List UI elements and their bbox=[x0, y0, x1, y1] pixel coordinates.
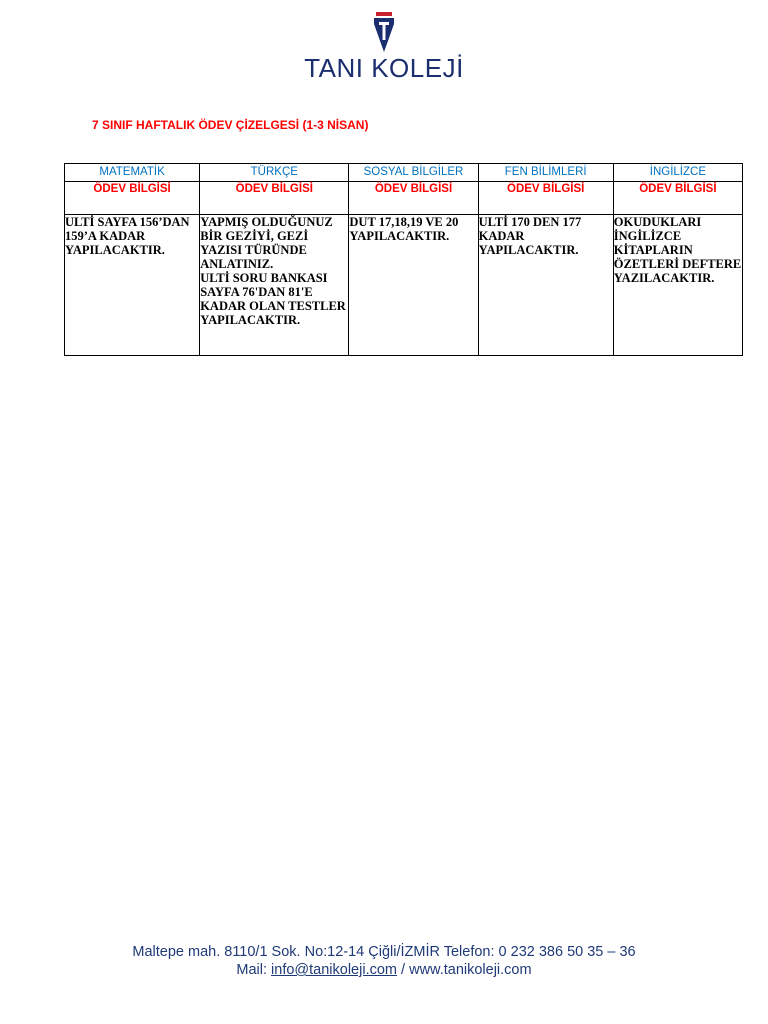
subject-header: SOSYAL BİLGİLER bbox=[349, 164, 478, 182]
logo-text: TANI KOLEJİ bbox=[304, 53, 464, 83]
mail-label: Mail: bbox=[236, 962, 272, 978]
document-title: 7 SINIF HAFTALIK ÖDEV ÇİZELGESİ (1-3 NİSAN) bbox=[92, 118, 369, 132]
homework-info-label: ÖDEV BİLGİSİ bbox=[200, 182, 349, 215]
email-link[interactable]: info@tanikoleji.com bbox=[271, 962, 397, 978]
task-cell-fen-bilimleri bbox=[478, 215, 613, 356]
footer-contact bbox=[0, 961, 768, 979]
task-text: DUT 17,18,19 VE 20 YAPILACAKTIR. bbox=[349, 215, 459, 243]
subject-header: FEN BİLİMLERİ bbox=[478, 164, 613, 182]
task-cell-turkce bbox=[200, 215, 349, 356]
homework-info-label: ÖDEV BİLGİSİ bbox=[349, 182, 478, 215]
homework-info-row bbox=[65, 182, 743, 215]
homework-info-label: ÖDEV BİLGİSİ bbox=[613, 182, 742, 215]
subject-header: MATEMATİK bbox=[65, 164, 200, 182]
subject-header-row bbox=[65, 164, 743, 182]
task-text: ULTİ 170 DEN 177 KADAR YAPILACAKTIR. bbox=[478, 215, 582, 257]
task-text: YAPMIŞ OLDUĞUNUZ BİR GEZİYİ, GEZİ YAZISI TÜRÜNDE ANLATINIZ. bbox=[200, 215, 333, 271]
subject-header: İNGİLİZCE bbox=[613, 164, 742, 182]
task-cell-sosyal-bilgiler bbox=[349, 215, 478, 356]
footer-address: Maltepe mah. 8110/1 Sok. No:12-14 Çiğli/İZMİR Telefon: 0 232 386 50 35 – 36 bbox=[132, 944, 636, 960]
school-logo bbox=[0, 12, 768, 82]
task-text: OKUDUKLARI İNGİLİZCE KİTAPLARIN ÖZETLERİ DEFTERE YAZILACAKTIR. bbox=[613, 215, 742, 285]
homework-table bbox=[64, 163, 743, 356]
task-cell-matematik bbox=[65, 215, 200, 356]
fountain-pen-nib-icon bbox=[371, 12, 397, 54]
subject-header: TÜRKÇE bbox=[200, 164, 349, 182]
footer bbox=[0, 943, 768, 979]
homework-info-label: ÖDEV BİLGİSİ bbox=[65, 182, 200, 215]
homework-info-label: ÖDEV BİLGİSİ bbox=[478, 182, 613, 215]
website-text: www.tanikoleji.com bbox=[409, 962, 532, 978]
task-text: ULTİ SAYFA 156’DAN 159’A KADAR YAPILACAKTIR. bbox=[65, 215, 190, 257]
task-cell-ingilizce bbox=[613, 215, 742, 356]
task-text: ULTİ SORU BANKASI SAYFA 76'DAN 81'E KADAR OLAN TESTLER YAPILACAKTIR. bbox=[200, 271, 346, 327]
homework-task-row bbox=[65, 215, 743, 356]
separator: / bbox=[397, 962, 410, 978]
